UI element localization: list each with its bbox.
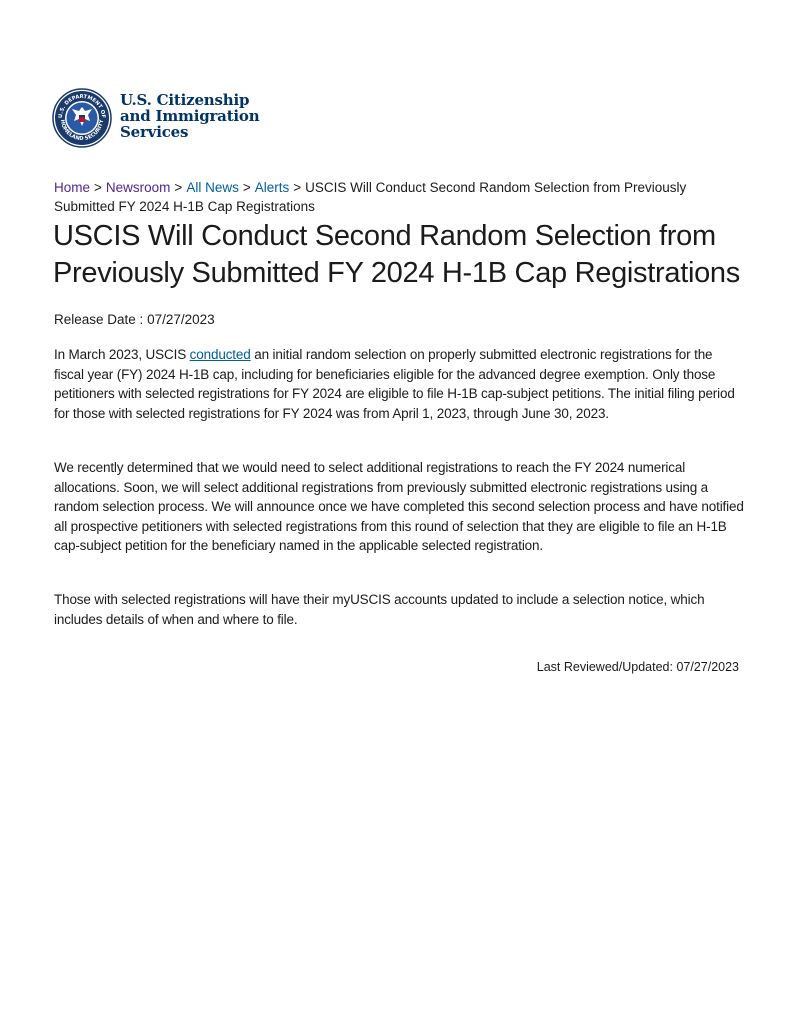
last-reviewed	[537, 658, 739, 676]
breadcrumb	[54, 178, 694, 216]
paragraph-1-start: In March 2023, USCIS	[54, 347, 190, 362]
seal-text-bottom: HOMELAND SECURITY	[58, 119, 106, 143]
uscis-logo[interactable]	[52, 88, 259, 148]
breadcrumb-all-news[interactable]: All News	[186, 180, 239, 195]
breadcrumb-separator: >	[94, 180, 102, 195]
release-date	[54, 310, 215, 329]
agency-name-line1: U.S. Citizenship	[120, 91, 250, 109]
last-reviewed-value: 07/27/2023	[676, 660, 739, 674]
last-reviewed-label: Last Reviewed/Updated:	[536, 660, 673, 674]
paragraph-1-end: an initial random selection on properly submitted electronic registrations for the fiscal year (FY) 2024 H-1B cap, including for beneficiaries eligible for the advanced degree exemption. Only those petitioners with selected registrations for FY 2024 are eligible to file H-1B cap-subject petitions. The initial filing period for those with selected registrations for FY 2024 was from April 1, 2023, through June 30, 2023.	[54, 347, 735, 421]
breadcrumb-alerts[interactable]: Alerts	[254, 180, 290, 195]
breadcrumb-home[interactable]: Home	[54, 180, 91, 195]
page-title: USCIS Will Conduct Second Random Selection from Previously Submitted FY 2024 H-1B Cap Registrations	[53, 220, 740, 289]
agency-name	[120, 92, 259, 140]
paragraph-1	[54, 345, 744, 423]
conducted-link[interactable]: conducted	[189, 347, 251, 362]
breadcrumb-separator: >	[242, 180, 251, 195]
paragraph-2: We recently determined that we would need to select additional registrations to reach the FY 2024 numerical allocations. Soon, we will select additional registrations from previously submitted electronic registrations using a random selection process. We will announce once we have completed this second selection process and have notified all prospective petitioners with selected registrations from this round of selection that they are eligible to file an H-1B cap-subject petition for the beneficiary named in the applicable selected registration.	[54, 460, 744, 553]
breadcrumb-newsroom[interactable]: Newsroom	[105, 180, 171, 195]
seal-text-top: U.S. DEPARTMENT OF	[57, 93, 107, 119]
release-date-label: Release Date :	[54, 312, 144, 327]
dhs-seal-icon	[52, 88, 112, 148]
breadcrumb-separator: >	[293, 180, 302, 195]
paragraph-3: Those with selected registrations will have their myUSCIS accounts updated to include a selection notice, which includes details of when and where to file.	[54, 592, 705, 627]
breadcrumb-separator: >	[174, 180, 183, 195]
breadcrumb-current: USCIS Will Conduct Second Random Selection from Previously Submitted FY 2024 H-1B Cap Registrations	[54, 180, 687, 214]
agency-name-line2: and Immigration	[120, 107, 260, 125]
agency-name-line3: Services	[120, 123, 189, 141]
release-date-value: 07/27/2023	[147, 312, 215, 327]
